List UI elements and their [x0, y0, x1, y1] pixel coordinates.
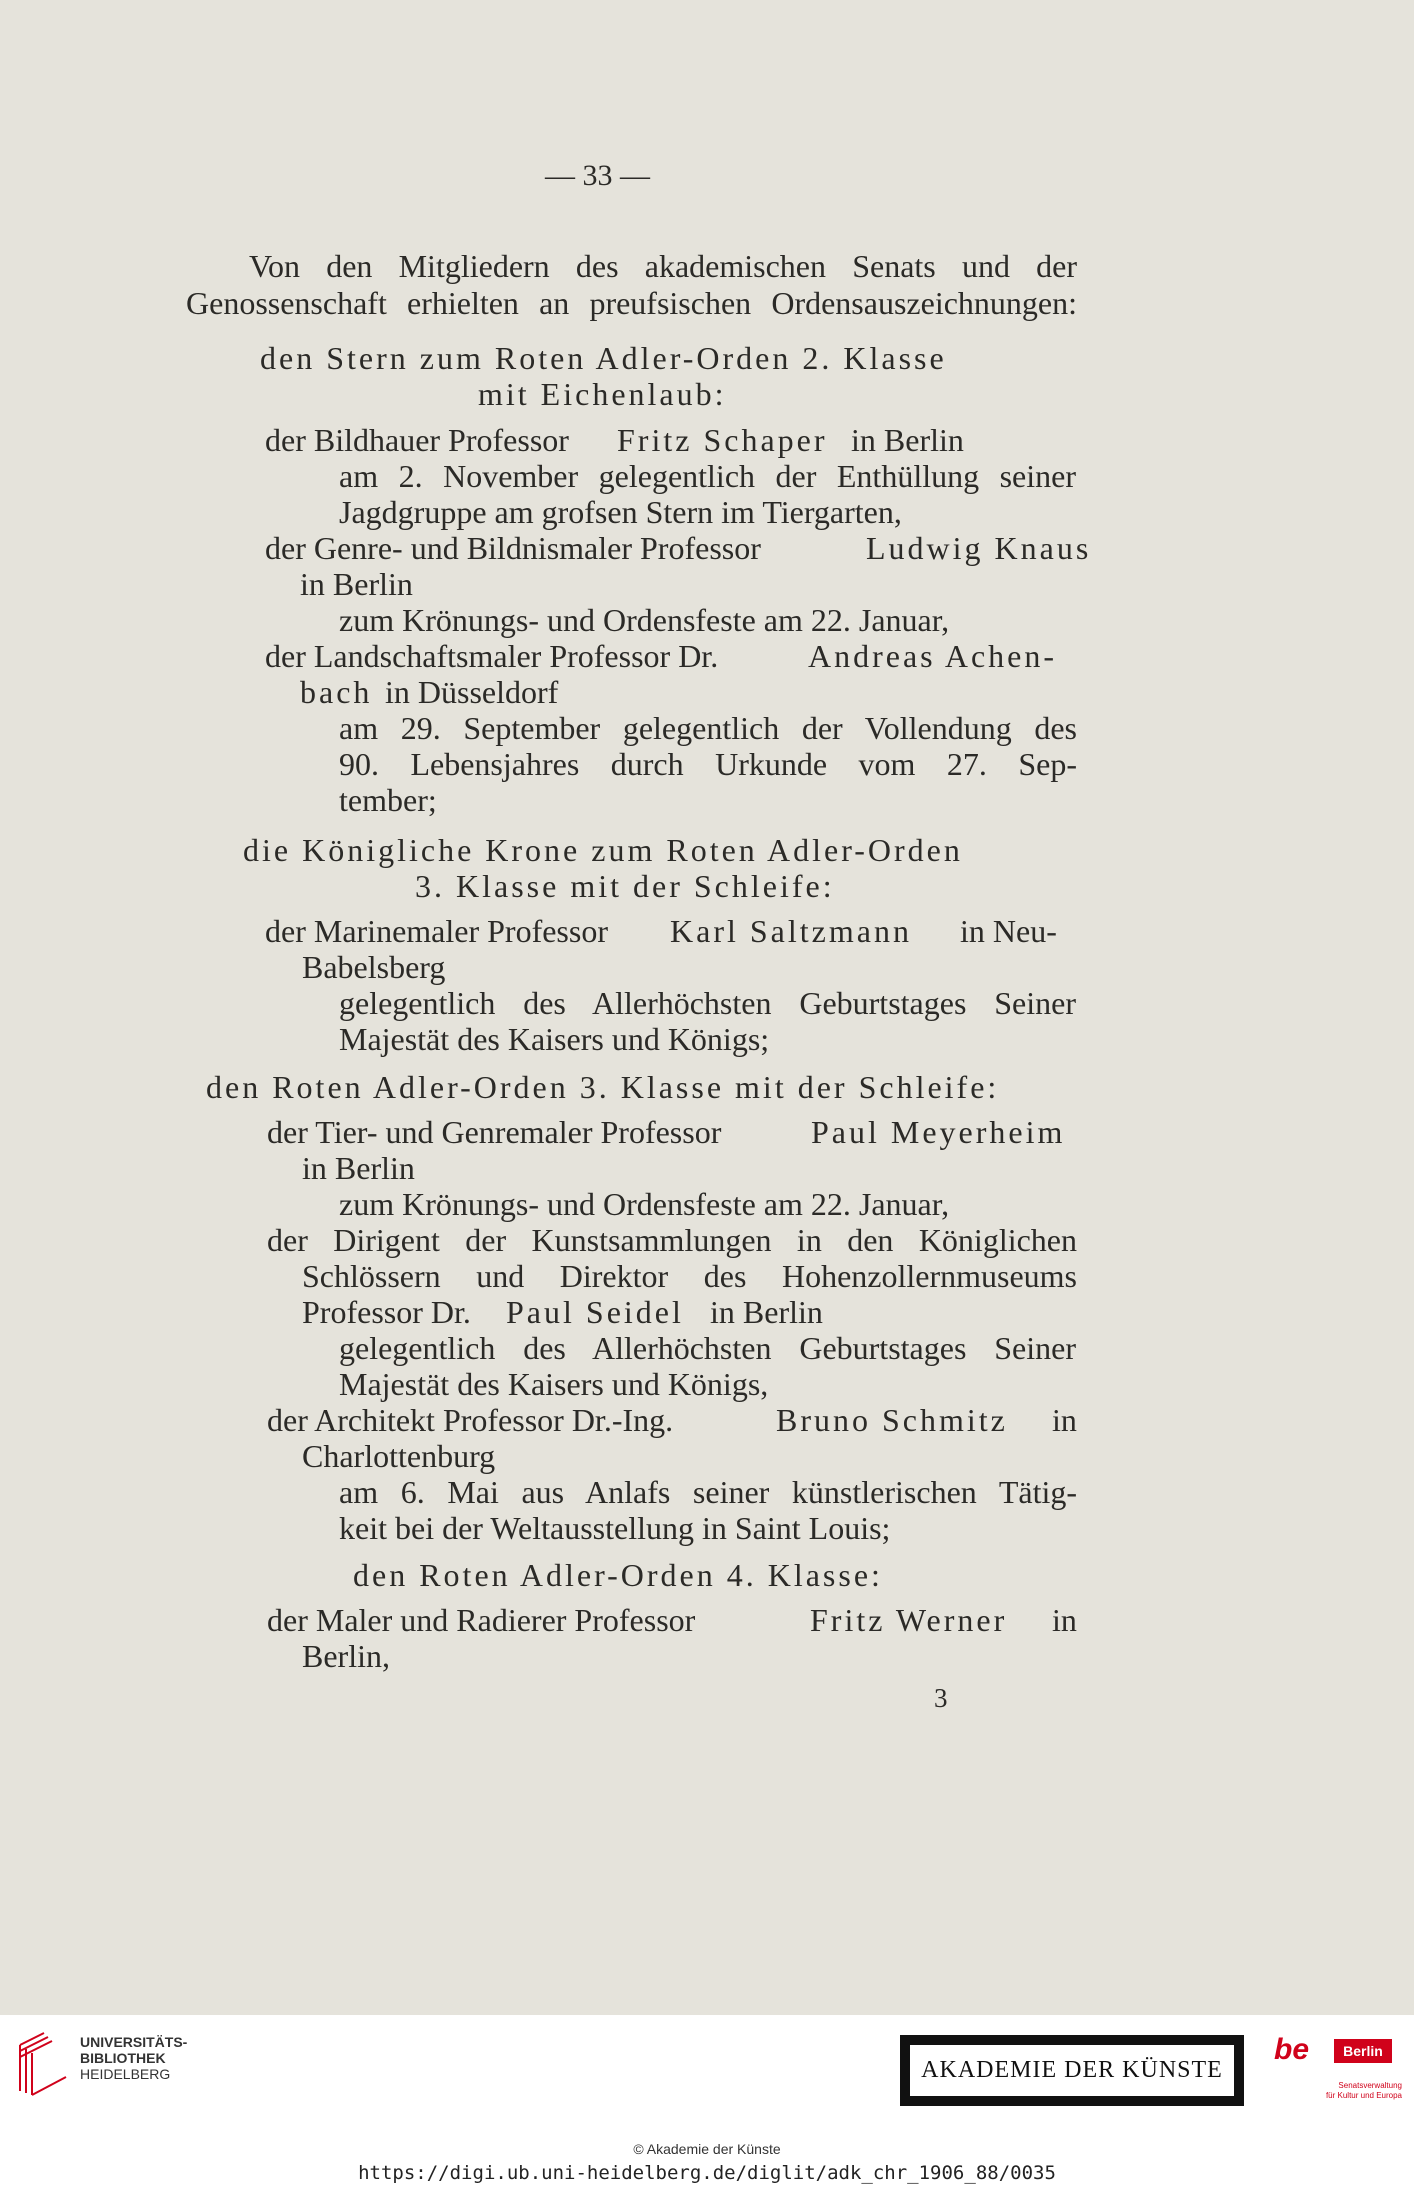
- text-line: in Berlin: [710, 1294, 823, 1330]
- text-line: in Düsseldorf: [385, 674, 559, 710]
- university-library-logo-icon: [14, 2031, 74, 2097]
- senate-line: für Kultur und Europa: [1325, 2091, 1402, 2100]
- text-line: der Bildhauer Professor: [265, 422, 569, 458]
- text-line: in: [1052, 1402, 1077, 1438]
- person-name: Fritz Werner: [810, 1602, 1008, 1638]
- library-name-line: UNIVERSITÄTS-: [80, 2034, 188, 2050]
- text-line: der Dirigent der Kunstsammlungen in den Königlichen: [267, 1222, 1077, 1258]
- adk-logo[interactable]: [900, 2035, 1244, 2106]
- text-line: Majestät des Kaisers und Königs;: [339, 1021, 770, 1057]
- section-heading: 3. Klasse mit der Schleife:: [415, 868, 835, 904]
- text-line: der Landschaftsmaler Professor Dr.: [265, 638, 719, 674]
- section-heading: den Roten Adler-Orden 3. Klasse mit der Schleife:: [206, 1069, 1000, 1105]
- text-line: am 2. November gelegentlich der Enthüllung seiner: [339, 458, 1076, 494]
- text-line: Babelsberg: [302, 949, 446, 985]
- person-name: Andreas Achen-: [808, 638, 1058, 674]
- text-line: am 29. September gelegentlich der Vollendung des: [339, 710, 1077, 746]
- person-name: bach: [300, 674, 373, 710]
- person-name: Bruno Schmitz: [776, 1402, 1008, 1438]
- text-line: in Berlin: [851, 422, 964, 458]
- be-berlin-box: Berlin: [1334, 2039, 1392, 2063]
- text-line: am 6. Mai aus Anlafs seiner künstlerischen Tätig-: [339, 1474, 1077, 1510]
- text-line: Jagdgruppe am grofsen Stern im Tiergarten,: [339, 494, 902, 530]
- sheet-signature: 3: [934, 1683, 948, 1713]
- text-line: zum Krönungs- und Ordensfeste am 22. Januar,: [339, 602, 950, 638]
- person-name: Karl Saltzmann: [670, 913, 912, 949]
- library-name-line: HEIDELBERG: [80, 2066, 171, 2082]
- text-line: Schlössern und Direktor des Hohenzollernmuseums: [302, 1258, 1077, 1294]
- text-line: Berlin,: [302, 1638, 390, 1674]
- text-line: 90. Lebensjahres durch Urkunde vom 27. Sep-: [339, 746, 1077, 782]
- person-name: Fritz Schaper: [617, 422, 828, 458]
- text-line: der Architekt Professor Dr.-Ing.: [267, 1402, 674, 1438]
- text-line: Charlottenburg: [302, 1438, 496, 1474]
- page-header: — 33 —: [545, 159, 650, 192]
- adk-logo-label: AKADEMIE DER KÜNSTE: [910, 2045, 1234, 2096]
- copyright-notice: © Akademie der Künste: [633, 2141, 781, 2157]
- text-line: gelegentlich des Allerhöchsten Geburtstages Seiner: [339, 985, 1076, 1021]
- text-line: zum Krönungs- und Ordensfeste am 22. Januar,: [339, 1186, 950, 1222]
- section-heading: den Roten Adler-Orden 4. Klasse:: [353, 1557, 883, 1593]
- be-berlin-logo[interactable]: [1274, 2033, 1404, 2113]
- library-name-line: BIBLIOTHEK: [80, 2050, 166, 2066]
- text-line: in Berlin: [300, 566, 413, 602]
- person-name: Ludwig Knaus: [866, 530, 1092, 566]
- section-heading: den Stern zum Roten Adler-Orden 2. Klasse: [260, 340, 947, 376]
- senate-line: Senatsverwaltung: [1338, 2081, 1402, 2090]
- text-line: Von den Mitgliedern des akademischen Senats und der: [249, 248, 1077, 284]
- text-line: der Marinemaler Professor: [265, 913, 608, 949]
- text-line: Professor Dr.: [302, 1294, 471, 1330]
- text-line: Majestät des Kaisers und Königs,: [339, 1366, 769, 1402]
- text-line: tember;: [339, 782, 437, 818]
- person-name: Paul Meyerheim: [811, 1114, 1066, 1150]
- section-heading: die Königliche Krone zum Roten Adler-Orden: [243, 832, 963, 868]
- text-line: der Genre- und Bildnismaler Professor: [265, 530, 761, 566]
- text-line: in Neu-: [960, 913, 1057, 949]
- be-mark: be: [1274, 2033, 1310, 2066]
- section-heading: mit Eichenlaub:: [478, 376, 727, 412]
- text-line: keit bei der Weltausstellung in Saint Louis;: [339, 1510, 891, 1546]
- text-line: der Tier- und Genremaler Professor: [267, 1114, 722, 1150]
- text-line: der Maler und Radierer Professor: [267, 1602, 696, 1638]
- text-line: in: [1052, 1602, 1077, 1638]
- text-line: Genossenschaft erhielten an preufsischen Ordensauszeichnungen:: [186, 285, 1077, 321]
- text-line: gelegentlich des Allerhöchsten Geburtstages Seiner: [339, 1330, 1076, 1366]
- text-line: in Berlin: [302, 1150, 415, 1186]
- permalink-url[interactable]: https://digi.ub.uni-heidelberg.de/diglit/adk_chr_1906_88/0035: [358, 2162, 1056, 2184]
- person-name: Paul Seidel: [506, 1294, 684, 1330]
